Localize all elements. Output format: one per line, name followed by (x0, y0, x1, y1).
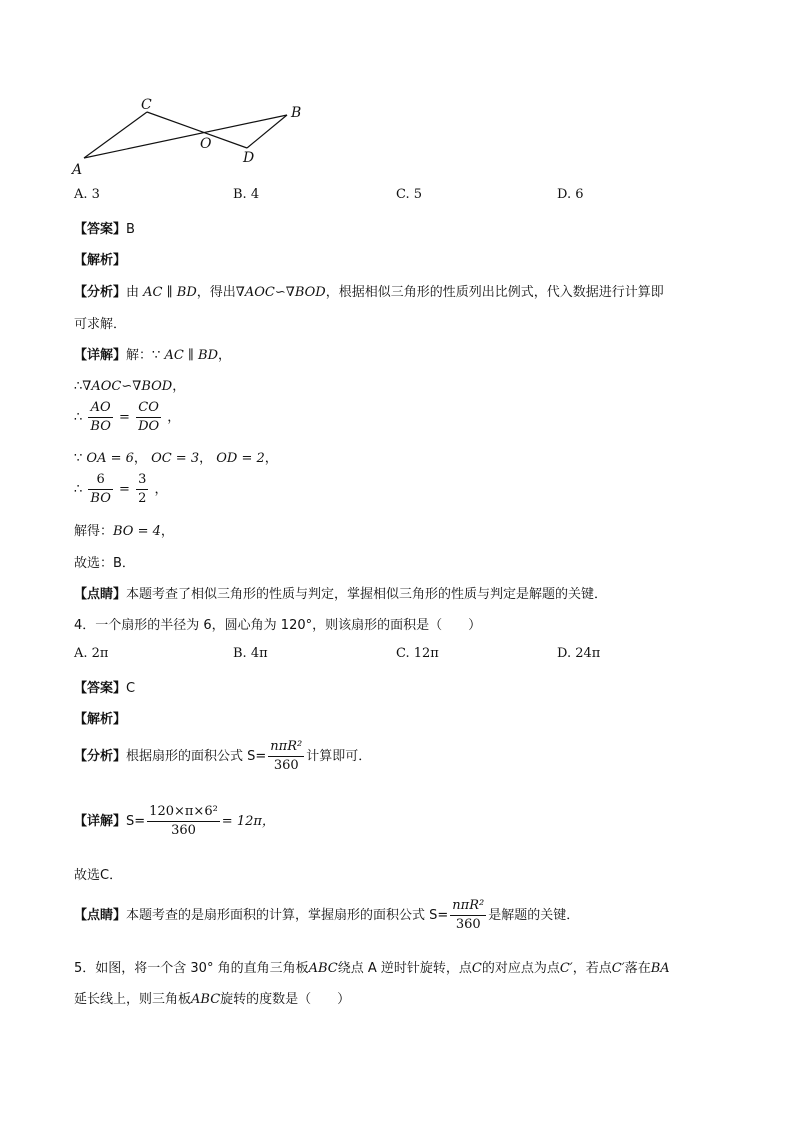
q3-dianjing: 【点睛】本题考查了相似三角形的性质与判定，掌握相似三角形的性质与判定是解题的关键． (74, 587, 608, 602)
q3-analysis-tag: 【解析】 (74, 253, 127, 268)
q4-analysis-tag: 【解析】 (74, 712, 127, 727)
label-C: C (141, 97, 152, 113)
q3-choose: 故选：B． (74, 556, 135, 571)
q4-answer: 【答案】C (74, 681, 136, 696)
label-O: O (200, 136, 212, 152)
q3-step4: ∵ OA = 6， OC = 3， OD = 2， (74, 451, 278, 466)
q4-option-c: C. 12π (396, 646, 439, 661)
q4-fenxi: 【分析】根据扇形的面积公式 S= $\frac{\text{nπR²}}{360}$ 计算即可． (74, 739, 372, 773)
q3-option-c: C. 5 (396, 187, 423, 202)
q3-step5: ∴ $\frac{6}{BO}$ = $\frac{3}{2}$ ， (74, 472, 168, 506)
q5-line1: 5．如图，将一个含 30° 角的直角三角板ABC绕点 A 逆时针旋转，点C的对应点为点C′，若点C′落在BA (74, 961, 670, 976)
geometry-figure (60, 90, 320, 185)
q4-option-a: A. 2π (74, 646, 109, 661)
q4-option-b: B. 4π (233, 646, 268, 661)
answer-tag: 【答案】 (74, 222, 127, 237)
q3-solve: 解得：BO = 4， (74, 524, 174, 539)
answer-value: B (126, 222, 135, 237)
q4-dianjing: 【点睛】本题考查的是扇形面积的计算，掌握扇形的面积公式 S= $\frac{\text{nπR²}}{360}$ 是解题的关键． (74, 898, 580, 932)
q3-option-a: A. 3 (74, 187, 100, 202)
q3-fenxi-line1: 【分析】由 AC ∥ BD，得出∇AOC∽∇BOD，根据相似三角形的性质列出比例式，代入数据进行计算即 (74, 285, 664, 300)
q4-option-d: D. 24π (557, 646, 601, 661)
q4-detail: 【详解】S= $\frac{\text{120×π×6²}}{360}$ = 12π， (74, 804, 275, 838)
q4-choose: 故选C． (74, 868, 123, 883)
q4-question: 4．一个扇形的半径为 6，圆心角为 120°，则该扇形的面积是（ ） (74, 618, 482, 633)
q3-option-b: B. 4 (233, 187, 260, 202)
label-D: D (243, 150, 255, 166)
q3-option-d: D. 6 (557, 187, 584, 202)
q3-fenxi-line2: 可求解． (74, 317, 127, 332)
label-A: A (72, 162, 83, 178)
q3-step2: ∴∇AOC∽∇BOD， (74, 379, 186, 394)
q3-step3: ∴ $\frac{AO}{BO}$ = $\frac{CO}{DO}$ ， (74, 400, 181, 434)
label-B: B (291, 105, 302, 121)
q3-detail-line1: 【详解】解：∵ AC ∥ BD， (74, 348, 232, 363)
q5-line2: 延长线上，则三角板ABC旋转的度数是（ ） (74, 992, 351, 1007)
q3-answer (74, 218, 135, 237)
